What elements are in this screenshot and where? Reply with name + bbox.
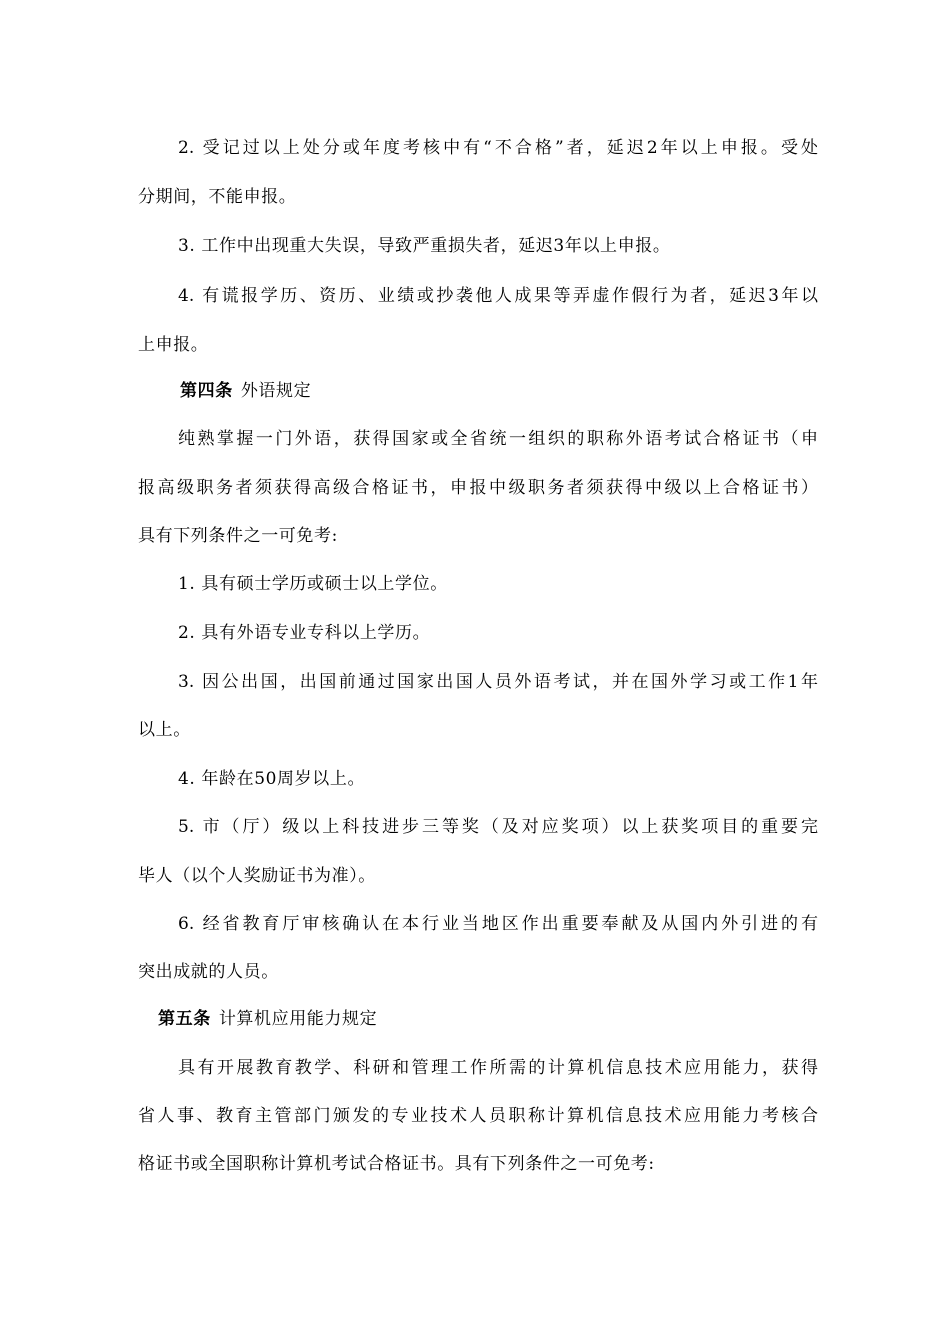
paragraph-line: 突出成就的人员。 — [138, 962, 279, 982]
paragraph-line: 2. 具有外语专业专科以上学历。 — [178, 623, 431, 643]
paragraph-line: 3. 因公出国，出国前通过国家出国人员外语考试，并在国外学习或工作1年 — [178, 672, 818, 692]
paragraph-line: 格证书或全国职称计算机考试合格证书。具有下列条件之一可免考: — [138, 1154, 655, 1174]
paragraph-line: 6. 经省教育厅审核确认在本行业当地区作出重要奉献及从国内外引进的有 — [178, 914, 818, 934]
article-title: 外语规定 — [240, 381, 312, 401]
paragraph-line: 上申报。 — [138, 335, 209, 355]
article-heading-5 — [158, 1007, 377, 1031]
paragraph-line: 5. 市（厅）级以上科技进步三等奖（及对应奖项）以上获奖项目的重要完 — [178, 817, 818, 837]
paragraph-line: 具有下列条件之一可免考: — [138, 526, 338, 546]
paragraph-line: 纯熟掌握一门外语，获得国家或全省统一组织的职称外语考试合格证书（申 — [178, 429, 818, 449]
article-label: 第五条 — [158, 1009, 211, 1029]
paragraph-line: 3. 工作中出现重大失误，导致严重损失者，延迟3年以上申报。 — [178, 236, 671, 256]
paragraph-line: 以上。 — [138, 720, 191, 740]
paragraph-line: 毕人（以个人奖励证书为准）。 — [138, 866, 376, 886]
article-title: 计算机应用能力规定 — [218, 1009, 378, 1029]
paragraph-line: 分期间，不能申报。 — [138, 187, 297, 207]
paragraph-line: 省人事、教育主管部门颁发的专业技术人员职称计算机信息技术应用能力考核合 — [138, 1106, 818, 1126]
paragraph-line: 4. 有谎报学历、资历、业绩或抄袭他人成果等弄虚作假行为者，延迟3年以 — [178, 286, 818, 306]
paragraph-line: 4. 年龄在50周岁以上。 — [178, 769, 366, 789]
paragraph-line: 2. 受记过以上处分或年度考核中有“不合格”者，延迟2年以上申报。受处 — [178, 138, 818, 158]
paragraph-line: 具有开展教育教学、科研和管理工作所需的计算机信息技术应用能力，获得 — [178, 1058, 818, 1078]
paragraph-line: 1. 具有硕士学历或硕士以上学位。 — [178, 574, 448, 594]
article-heading-4 — [180, 379, 311, 403]
paragraph-line: 报高级职务者须获得高级合格证书，申报中级职务者须获得中级以上合格证书） — [138, 478, 818, 498]
article-label: 第四条 — [180, 381, 233, 401]
